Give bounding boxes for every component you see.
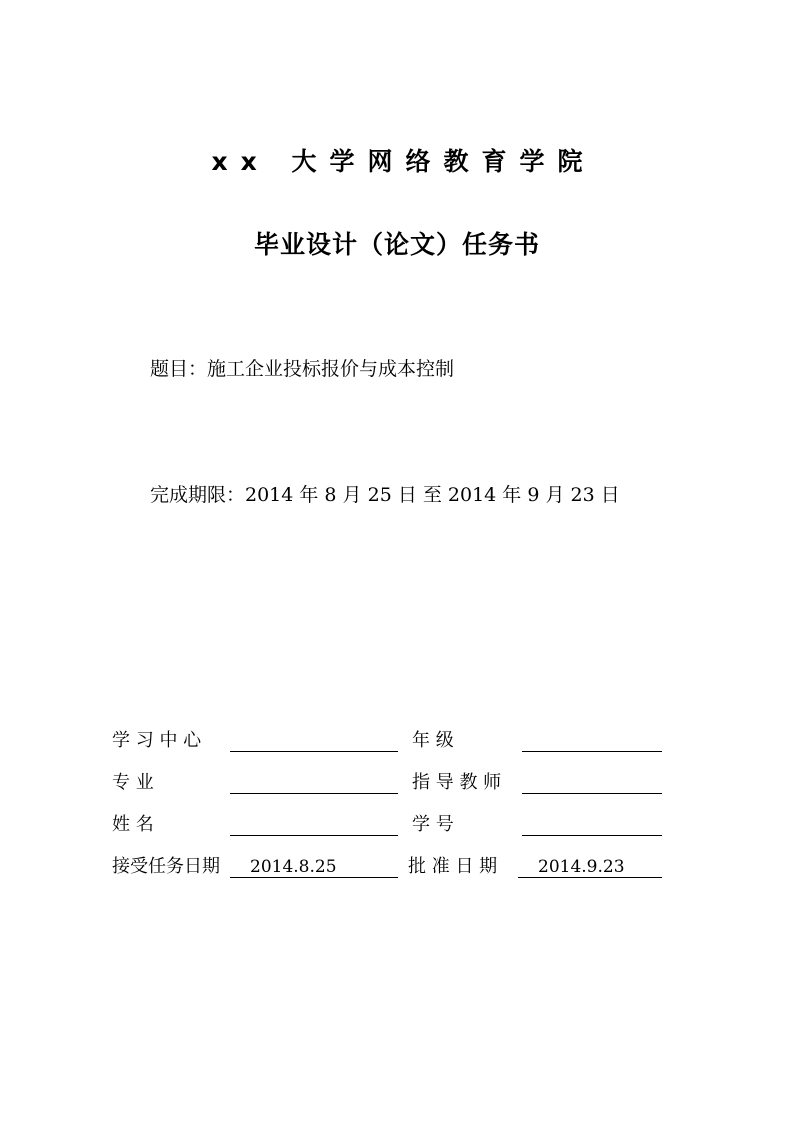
major-field[interactable] <box>230 773 398 794</box>
document-title: 毕业设计（论文）任务书 <box>253 230 540 259</box>
grade-label: 年 级 <box>412 730 454 751</box>
student-id-label: 学 号 <box>412 814 454 835</box>
advisor-label: 指 导 教 师 <box>412 772 502 793</box>
receive-date-label: 接受任务日期 <box>112 856 220 877</box>
receive-date-value: 2014.8.25 <box>250 857 337 877</box>
name-field[interactable] <box>230 815 398 836</box>
approve-date-label: 批 准 日 期 <box>408 856 498 877</box>
major-label: 专 业 <box>112 772 154 793</box>
school-title: xx 大学网络教育学院 <box>211 147 596 176</box>
advisor-field[interactable] <box>522 773 662 794</box>
study-center-field[interactable] <box>230 731 398 752</box>
topic-line: 题目：施工企业投标报价与成本控制 <box>150 358 455 380</box>
receive-date-field[interactable] <box>230 857 398 878</box>
approve-date-field[interactable] <box>518 857 662 878</box>
deadline-line: 完成期限：2014 年 8 月 25 日 至 2014 年 9 月 23 日 <box>150 484 620 506</box>
approve-date-value: 2014.9.23 <box>538 857 625 877</box>
grade-field[interactable] <box>522 731 662 752</box>
student-id-field[interactable] <box>522 815 662 836</box>
name-label: 姓 名 <box>112 814 154 835</box>
study-center-label: 学 习 中 心 <box>112 730 202 751</box>
